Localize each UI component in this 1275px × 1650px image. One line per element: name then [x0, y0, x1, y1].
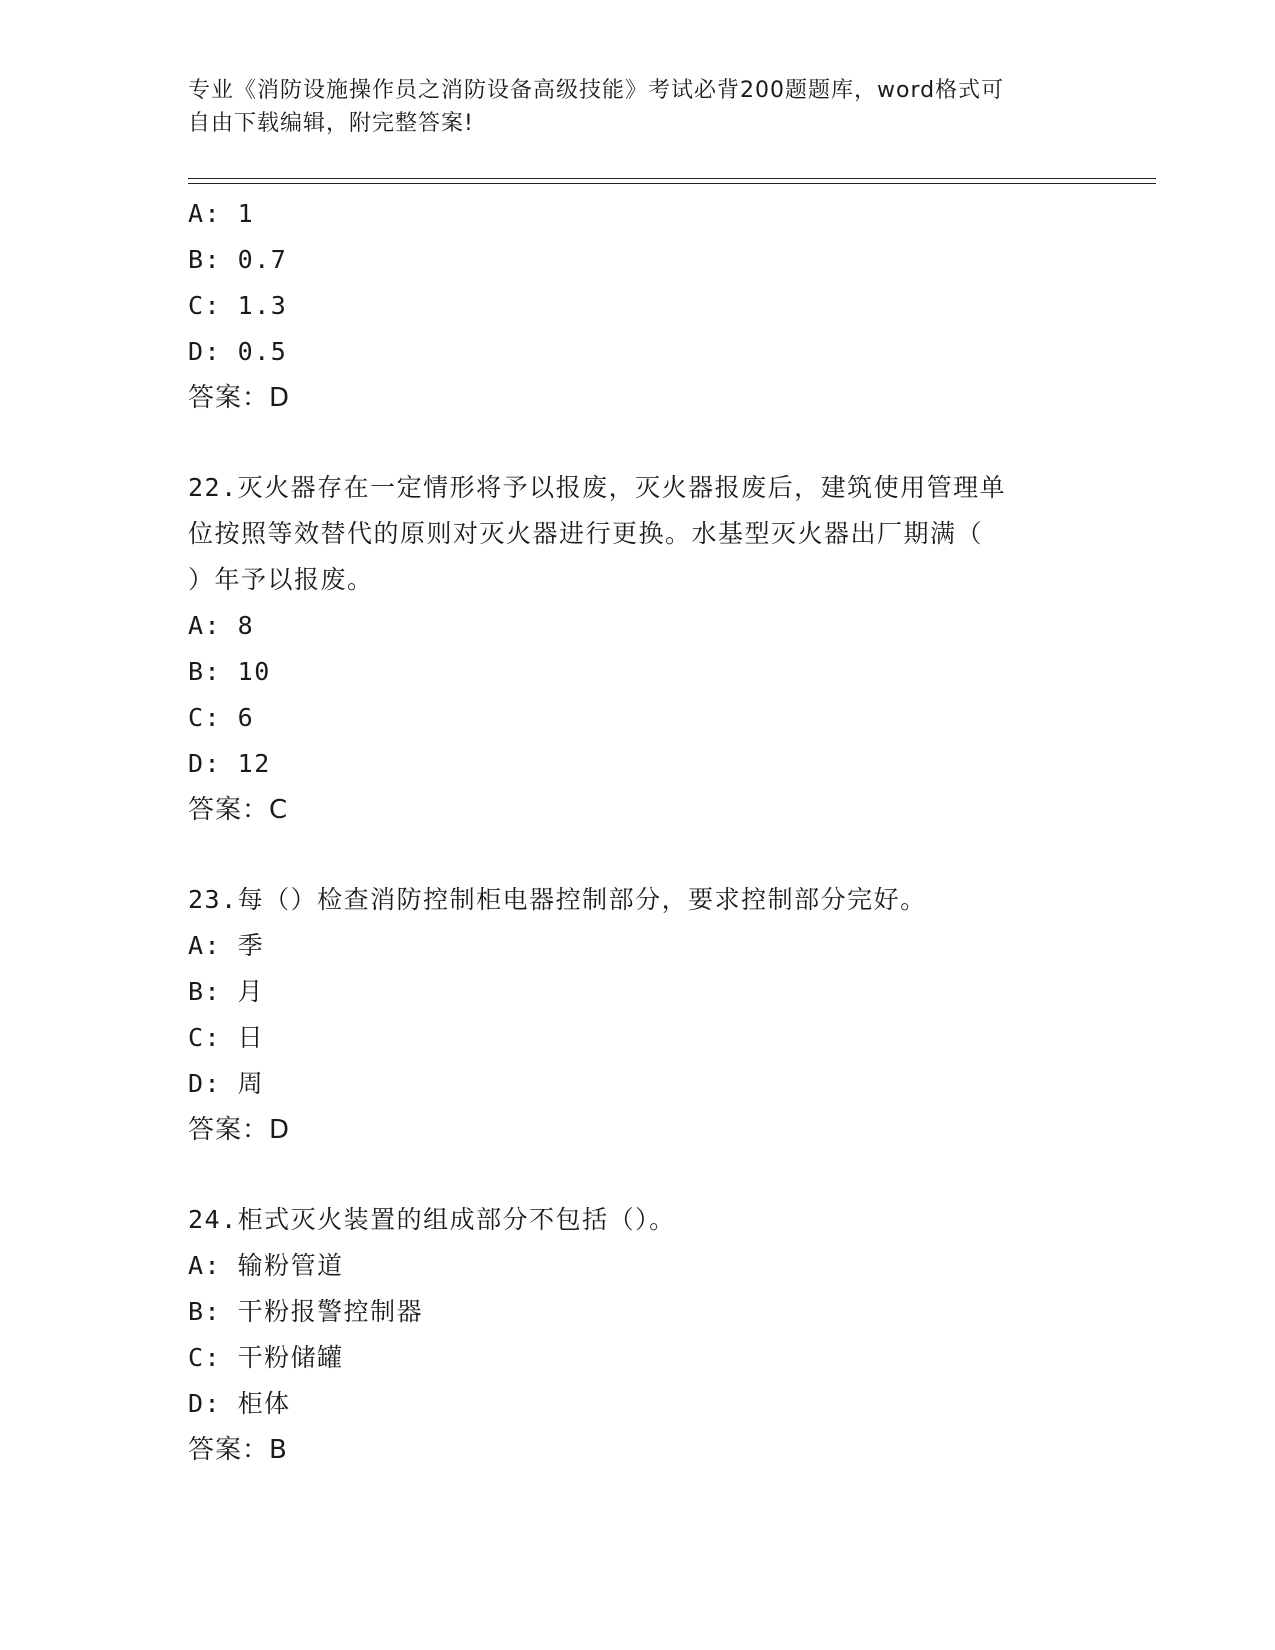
option-a: A: 8 [188, 611, 255, 640]
option-b: B: 月 [188, 977, 265, 1006]
question-text-line: 22.灭火器存在一定情形将予以报废，灭火器报废后，建筑使用管理单 [188, 473, 1007, 502]
question-24 [188, 1197, 1088, 1473]
option-b: B: 0.7 [188, 245, 288, 274]
question-text [188, 877, 1068, 923]
document-body [188, 191, 1088, 1473]
option-a: A: 输粉管道 [188, 1251, 344, 1280]
option-d: D: 柜体 [188, 1389, 291, 1418]
header-divider-bottom [188, 183, 1156, 184]
document-header [188, 74, 1088, 140]
question-text-line: 23.每（）检查消防控制柜电器控制部分，要求控制部分完好。 [188, 885, 927, 914]
question-22 [188, 465, 1088, 833]
header-title-line-1: 专业《消防设施操作员之消防设备高级技能》考试必背200题题库，word格式可 [188, 78, 1005, 103]
option-a: A: 季 [188, 931, 265, 960]
header-divider-top [188, 178, 1156, 179]
question-text [188, 465, 1068, 603]
header-title-line-2: 自由下载编辑，附完整答案! [188, 111, 474, 136]
answer-line: 答案：C [188, 795, 289, 825]
option-c: C: 干粉储罐 [188, 1343, 344, 1372]
question-23 [188, 877, 1088, 1153]
option-d: D: 0.5 [188, 337, 288, 366]
answer-line: 答案：B [188, 1435, 288, 1465]
option-d: D: 周 [188, 1069, 265, 1098]
answer-line: 答案：D [188, 383, 291, 413]
question-text-line: 位按照等效替代的原则对灭火器进行更换。水基型灭火器出厂期满（ [188, 519, 984, 548]
option-b: B: 10 [188, 657, 271, 686]
option-a: A: 1 [188, 199, 255, 228]
option-b: B: 干粉报警控制器 [188, 1297, 424, 1326]
option-c: C: 6 [188, 703, 255, 732]
question-text [188, 1197, 1068, 1243]
option-c: C: 日 [188, 1023, 265, 1052]
option-c: C: 1.3 [188, 291, 288, 320]
question-text-line: ）年予以报废。 [188, 565, 374, 594]
option-d: D: 12 [188, 749, 271, 778]
answer-line: 答案：D [188, 1115, 291, 1145]
question-21-continuation [188, 191, 1088, 421]
question-text-line: 24.柜式灭火装置的组成部分不包括（）。 [188, 1205, 676, 1234]
